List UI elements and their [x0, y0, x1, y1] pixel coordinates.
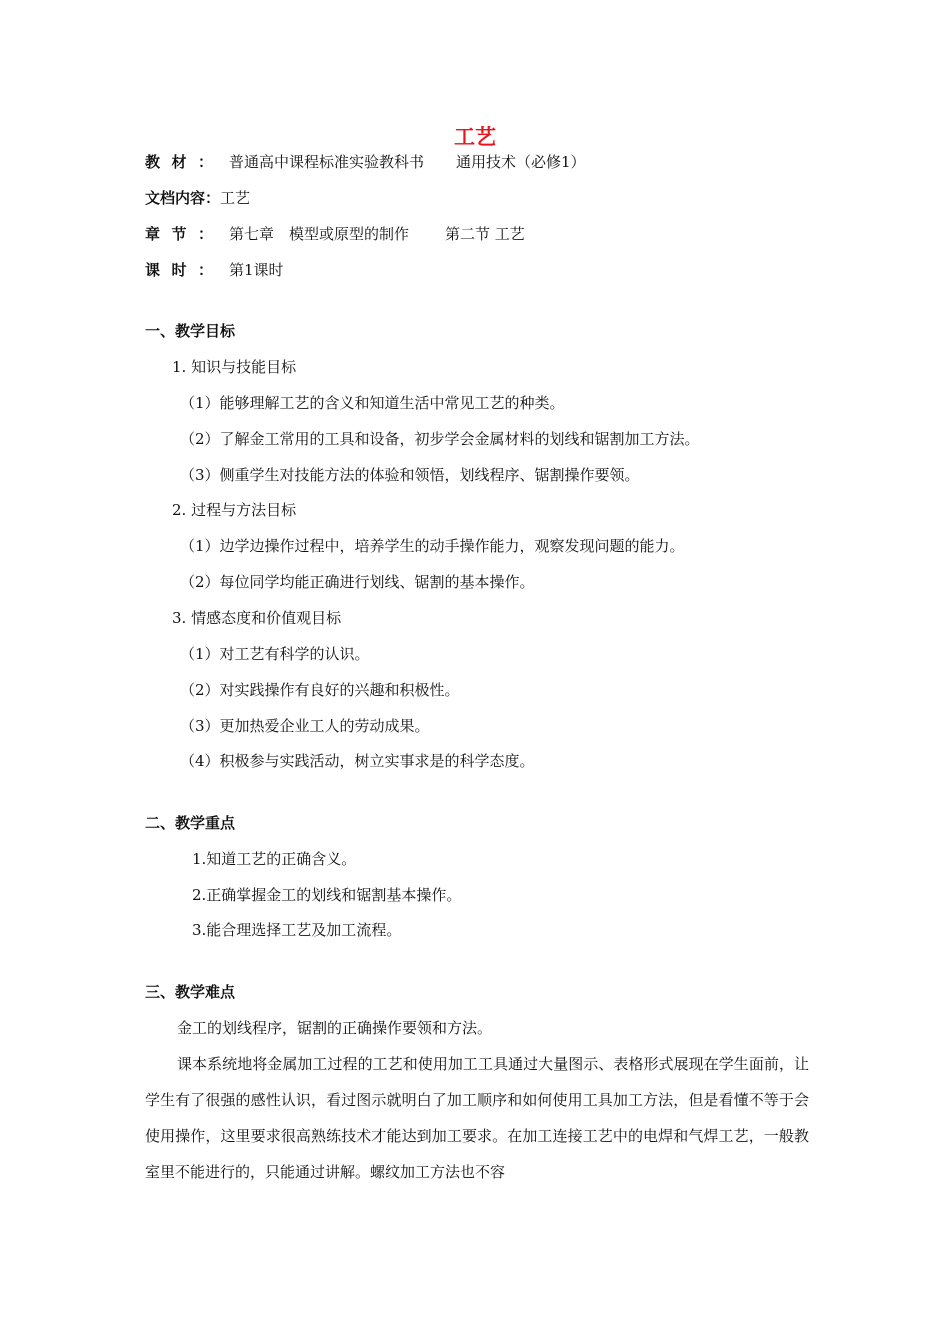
textbook-value-2: 通用技术（必修1） [456, 153, 586, 171]
chapter-value-2: 第二节 工艺 [445, 225, 525, 243]
textbook-value: 普通高中课程标准实验教科书 [229, 153, 425, 171]
period-value: 第1课时 [229, 261, 284, 279]
list-item: （2）每位同学均能正确进行划线、锯割的基本操作。 [180, 573, 535, 591]
period-row [145, 260, 284, 280]
subheading-knowledge: 1. 知识与技能目标 [172, 358, 297, 376]
list-item: 3.能合理选择工艺及加工流程。 [192, 921, 402, 939]
paragraph: 课本系统地将金属加工过程的工艺和使用加工工具通过大量图示、表格形式展现在学生面前，让学生有了很强的感性认识，看过图示就明白了加工顺序和如何使用工具加工方法，但是看懂不等于会使用操作，这里要求很高熟练技术才能达到加工要求。在加工连接工艺中的电焊和气焊工艺，一般教室里不能进行的，只能通过讲解。螺纹加工方法也不容 [145, 1055, 809, 1181]
textbook-row [145, 152, 586, 172]
chapter-value: 第七章 模型或原型的制作 [229, 225, 410, 243]
content-row [145, 188, 250, 208]
section-heading-objectives: 一、教学目标 [145, 322, 236, 340]
subheading-process: 2. 过程与方法目标 [172, 501, 297, 519]
list-item: （2）了解金工常用的工具和设备，初步学会金属材料的划线和锯割加工方法。 [180, 430, 700, 448]
section-heading-key-points: 二、教学重点 [145, 814, 236, 832]
textbook-label: 教材： [145, 153, 213, 171]
list-item: （2）对实践操作有良好的兴趣和积极性。 [180, 681, 460, 699]
list-item: （3）更加热爱企业工人的劳动成果。 [180, 717, 430, 735]
list-item: （1）边学边操作过程中，培养学生的动手操作能力，观察发现问题的能力。 [180, 537, 685, 555]
content-value: 工艺 [220, 189, 251, 207]
document-title: 工艺 [454, 125, 496, 149]
list-item: （1）能够理解工艺的含义和知道生活中常见工艺的种类。 [180, 394, 565, 412]
period-label: 课时： [145, 261, 213, 279]
paragraph: 金工的划线程序，锯割的正确操作要领和方法。 [177, 1019, 493, 1037]
list-item: 2.正确掌握金工的划线和锯割基本操作。 [192, 886, 462, 904]
chapter-row [145, 224, 525, 244]
list-item: （1）对工艺有科学的认识。 [180, 645, 370, 663]
list-item: （3）侧重学生对技能方法的体验和领悟，划线程序、锯割操作要领。 [180, 466, 640, 484]
section-heading-difficulties: 三、教学难点 [145, 983, 236, 1001]
list-item: （4）积极参与实践活动，树立实事求是的科学态度。 [180, 752, 535, 770]
list-item: 1.知道工艺的正确含义。 [192, 850, 357, 868]
content-label: 文档内容： [145, 189, 221, 207]
subheading-attitude: 3. 情感态度和价值观目标 [172, 609, 342, 627]
chapter-label: 章节： [145, 225, 213, 243]
